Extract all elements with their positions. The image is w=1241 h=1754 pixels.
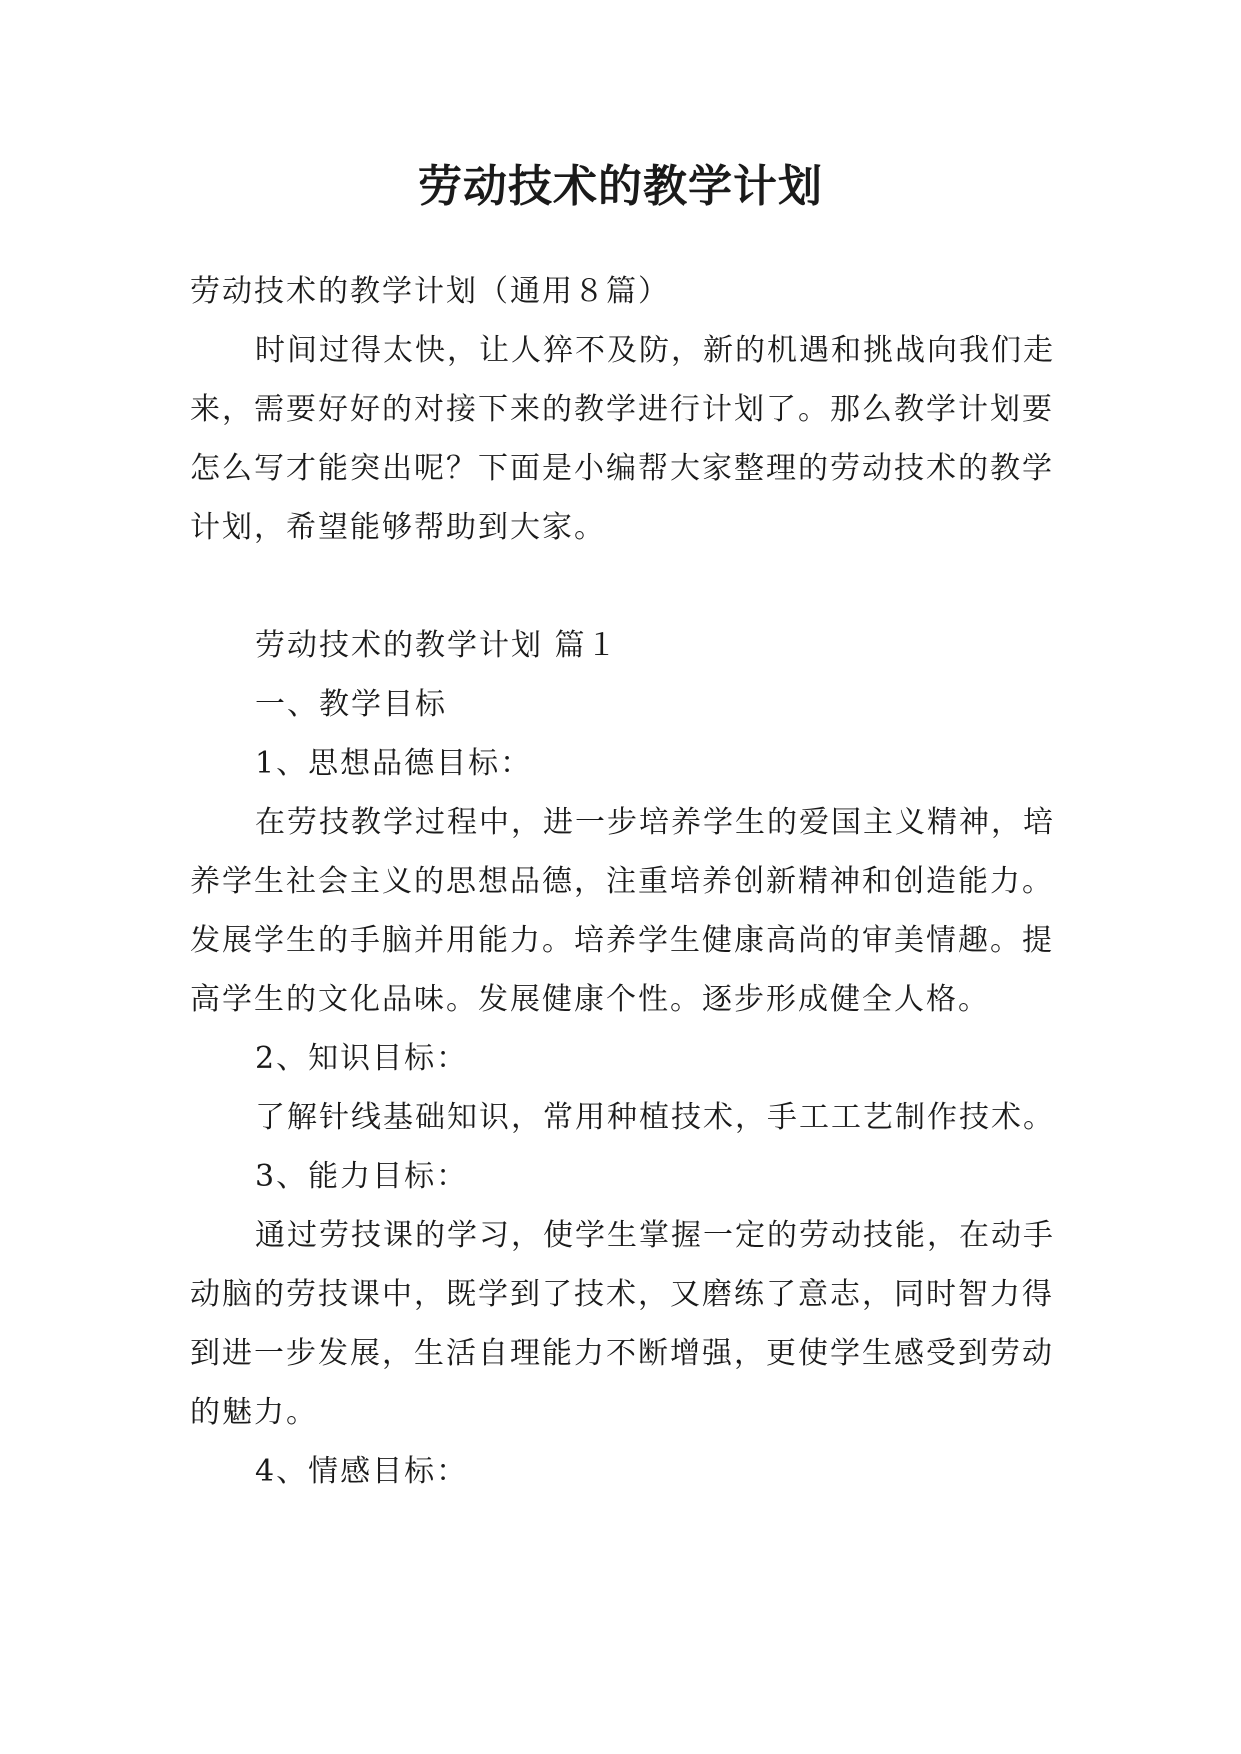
item3-paragraph: 通过劳技课的学习，使学生掌握一定的劳动技能，在动手动脑的劳技课中，既学到了技术，又磨练了意志，同时智力得到进一步发展，生活自理能力不断增强，更使学生感受到劳动的魅力。 bbox=[190, 1218, 1055, 1430]
item2-paragraph: 了解针线基础知识，常用种植技术，手工工艺制作技术。 bbox=[255, 1100, 1055, 1135]
intro-paragraph: 时间过得太快，让人猝不及防，新的机遇和挑战向我们走来，需要好好的对接下来的教学进行计划了。那么教学计划要怎么写才能突出呢？下面是小编帮大家整理的劳动技术的教学计划，希望能够帮助到大家。 bbox=[190, 333, 1055, 545]
part-heading: 一、教学目标 bbox=[255, 687, 447, 722]
document-body bbox=[190, 262, 1060, 1501]
item3-heading: 3、能力目标： bbox=[255, 1159, 469, 1194]
section-heading: 劳动技术的教学计划 篇１ bbox=[255, 628, 619, 663]
item1-heading: 1、思想品德目标： bbox=[255, 746, 533, 781]
item2-heading: 2、知识目标： bbox=[255, 1041, 469, 1076]
paragraph-spacer bbox=[190, 557, 1060, 616]
item4-heading: 4、情感目标： bbox=[255, 1454, 469, 1489]
document-title: 劳动技术的教学计划 bbox=[418, 161, 823, 212]
item1-paragraph: 在劳技教学过程中，进一步培养学生的爱国主义精神，培养学生社会主义的思想品德，注重培养创新精神和创造能力。发展学生的手脑并用能力。培养学生健康高尚的审美情趣。提高学生的文化品味。发展健康个性。逐步形成健全人格。 bbox=[190, 805, 1055, 1017]
document-subtitle: 劳动技术的教学计划（通用８篇） bbox=[190, 274, 670, 309]
